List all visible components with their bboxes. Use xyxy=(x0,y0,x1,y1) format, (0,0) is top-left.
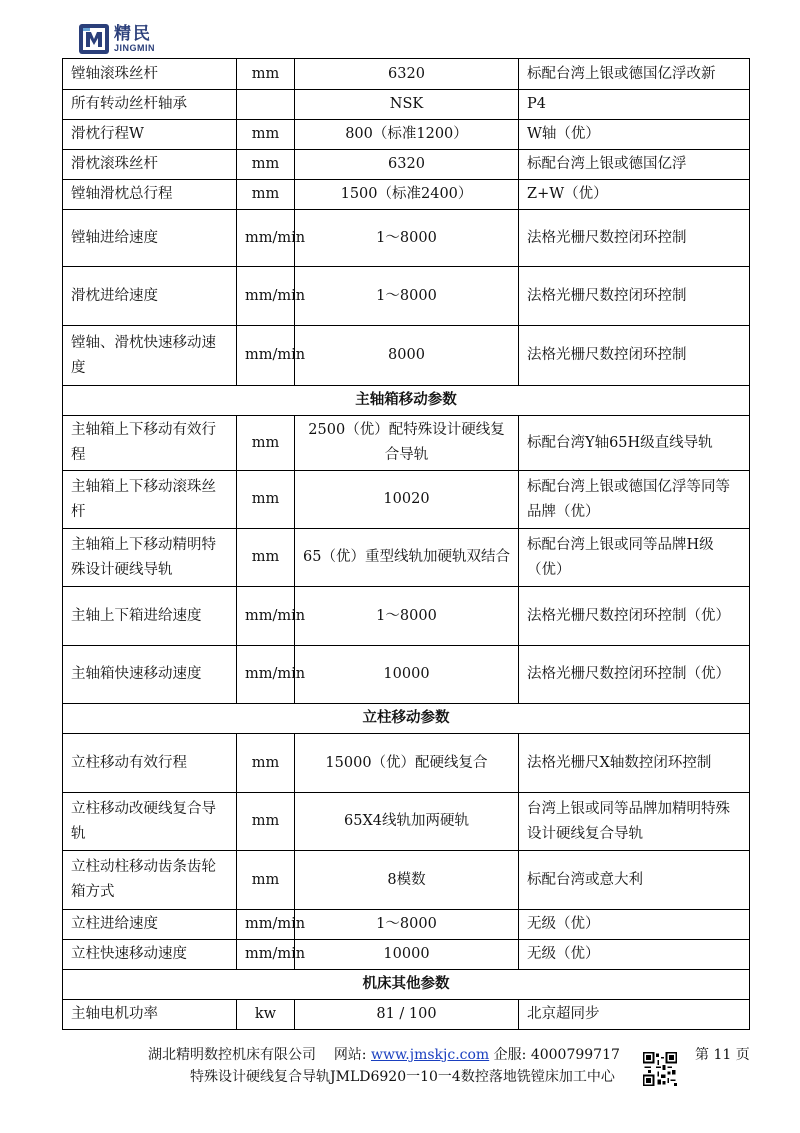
param-name: 滑枕滚珠丝杆 xyxy=(63,150,237,180)
param-note: 标配台湾上银或德国亿浮等同等品牌（优） xyxy=(519,471,750,529)
table-row xyxy=(63,646,750,704)
param-name: 滑枕行程W xyxy=(63,120,237,150)
table-row xyxy=(63,416,750,471)
param-unit: mm xyxy=(237,150,295,180)
param-note: P4 xyxy=(519,90,750,120)
footer-site-label: 网站: xyxy=(333,1047,367,1063)
param-name: 立柱移动有效行程 xyxy=(63,734,237,793)
param-value: 15000（优）配硬线复合 xyxy=(295,734,519,793)
param-note: 标配台湾上银或同等品牌H级（优） xyxy=(519,529,750,587)
param-note: 法格光栅尺数控闭环控制 xyxy=(519,267,750,326)
param-value: 10020 xyxy=(295,471,519,529)
param-unit: kw xyxy=(237,1000,295,1030)
param-unit: mm xyxy=(237,59,295,90)
param-note: 标配台湾Y轴65H级直线导轨 xyxy=(519,416,750,471)
param-value: 1～8000 xyxy=(295,910,519,940)
section-header-row xyxy=(63,970,750,1000)
param-name: 滑枕进给速度 xyxy=(63,267,237,326)
table-row xyxy=(63,910,750,940)
param-name: 主轴箱上下移动滚珠丝杆 xyxy=(63,471,237,529)
table-row xyxy=(63,150,750,180)
param-name: 主轴箱上下移动精明特殊设计硬线导轨 xyxy=(63,529,237,587)
jingmin-logo-icon xyxy=(78,23,110,55)
param-unit: mm xyxy=(237,180,295,210)
param-value: 10000 xyxy=(295,646,519,704)
param-unit: mm/min xyxy=(237,587,295,646)
param-name: 所有转动丝杆轴承 xyxy=(63,90,237,120)
footer-qq-label: 企服: xyxy=(493,1047,527,1063)
footer-qq-number: 4000799717 xyxy=(530,1047,620,1063)
param-value: 81 / 100 xyxy=(295,1000,519,1030)
table-row xyxy=(63,851,750,910)
param-unit: mm xyxy=(237,734,295,793)
param-value: 6320 xyxy=(295,150,519,180)
param-name: 主轴电机功率 xyxy=(63,1000,237,1030)
table-row xyxy=(63,587,750,646)
param-unit: mm/min xyxy=(237,326,295,386)
param-name: 立柱快速移动速度 xyxy=(63,940,237,970)
param-name: 立柱移动改硬线复合导轨 xyxy=(63,793,237,851)
param-note: Z+W（优） xyxy=(519,180,750,210)
param-value: 800（标准1200） xyxy=(295,120,519,150)
param-note: 标配台湾上银或德国亿浮 xyxy=(519,150,750,180)
param-note: 无级（优） xyxy=(519,910,750,940)
section-other-title: 机床其他参数 xyxy=(63,970,750,1000)
param-name: 主轴箱快速移动速度 xyxy=(63,646,237,704)
param-note: 北京超同步 xyxy=(519,1000,750,1030)
param-unit: mm/min xyxy=(237,940,295,970)
param-value: 1500（标准2400） xyxy=(295,180,519,210)
param-value: 10000 xyxy=(295,940,519,970)
table-row xyxy=(63,793,750,851)
param-unit: mm/min xyxy=(237,910,295,940)
param-value: 1～8000 xyxy=(295,210,519,267)
param-name: 镗轴、滑枕快速移动速度 xyxy=(63,326,237,386)
param-unit: mm/min xyxy=(237,267,295,326)
param-unit: mm xyxy=(237,793,295,851)
table-row xyxy=(63,180,750,210)
qr-code-icon xyxy=(643,1052,677,1086)
param-value: 8000 xyxy=(295,326,519,386)
param-value: 65X4线轨加两硬轨 xyxy=(295,793,519,851)
table-row xyxy=(63,120,750,150)
table-row xyxy=(63,940,750,970)
param-note: 无级（优） xyxy=(519,940,750,970)
footer-website-link[interactable]: www.jmskjc.com xyxy=(370,1047,490,1063)
param-note: 法格光栅尺数控闭环控制（优） xyxy=(519,646,750,704)
param-name: 镗轴滑枕总行程 xyxy=(63,180,237,210)
param-name: 主轴上下箱进给速度 xyxy=(63,587,237,646)
logo-english-name: JINGMIN xyxy=(114,42,156,53)
section-column-title: 立柱移动参数 xyxy=(63,704,750,734)
table-row xyxy=(63,210,750,267)
footer-company: 湖北精明数控机床有限公司 xyxy=(148,1047,316,1063)
param-note: 法格光栅尺数控闭环控制 xyxy=(519,210,750,267)
param-value: 1～8000 xyxy=(295,267,519,326)
param-value: NSK xyxy=(295,90,519,120)
param-unit: mm/min xyxy=(237,646,295,704)
param-note: 法格光栅尺数控闭环控制 xyxy=(519,326,750,386)
param-name: 镗轴滚珠丝杆 xyxy=(63,59,237,90)
table-row xyxy=(63,59,750,90)
param-name: 立柱进给速度 xyxy=(63,910,237,940)
spec-table xyxy=(62,58,750,1030)
param-name: 镗轴进给速度 xyxy=(63,210,237,267)
footer-product-line: 特殊设计硬线复合导轨JMLD6920一10一4数控落地铣镗床加工中心 xyxy=(190,1069,615,1085)
param-value: 65（优）重型线轨加硬轨双结合 xyxy=(295,529,519,587)
page-number: 第 11 页 xyxy=(695,1047,750,1063)
section-header-row xyxy=(63,704,750,734)
param-note: W轴（优） xyxy=(519,120,750,150)
table-row xyxy=(63,326,750,386)
param-value: 2500（优）配特殊设计硬线复合导轨 xyxy=(295,416,519,471)
param-unit: mm xyxy=(237,120,295,150)
param-name: 立柱动柱移动齿条齿轮箱方式 xyxy=(63,851,237,910)
param-value: 8模数 xyxy=(295,851,519,910)
param-unit: mm xyxy=(237,471,295,529)
param-note: 标配台湾或意大利 xyxy=(519,851,750,910)
param-unit: mm/min xyxy=(237,210,295,267)
company-logo xyxy=(78,22,155,56)
table-row xyxy=(63,471,750,529)
param-note: 台湾上银或同等品牌加精明特殊设计硬线复合导轨 xyxy=(519,793,750,851)
param-name: 主轴箱上下移动有效行程 xyxy=(63,416,237,471)
table-row xyxy=(63,529,750,587)
logo-chinese-name: 精民 xyxy=(114,23,152,44)
footer-contact-line xyxy=(148,1044,620,1064)
table-row xyxy=(63,267,750,326)
section-header-row xyxy=(63,386,750,416)
param-unit: mm xyxy=(237,851,295,910)
param-unit xyxy=(237,90,295,120)
param-value: 1～8000 xyxy=(295,587,519,646)
param-note: 法格光栅尺X轴数控闭环控制 xyxy=(519,734,750,793)
table-row xyxy=(63,90,750,120)
param-unit: mm xyxy=(237,529,295,587)
param-unit: mm xyxy=(237,416,295,471)
table-row xyxy=(63,734,750,793)
section-headstock-title: 主轴箱移动参数 xyxy=(63,386,750,416)
table-row xyxy=(63,1000,750,1030)
param-value: 6320 xyxy=(295,59,519,90)
param-note: 法格光栅尺数控闭环控制（优） xyxy=(519,587,750,646)
param-note: 标配台湾上银或德国亿浮改新 xyxy=(519,59,750,90)
